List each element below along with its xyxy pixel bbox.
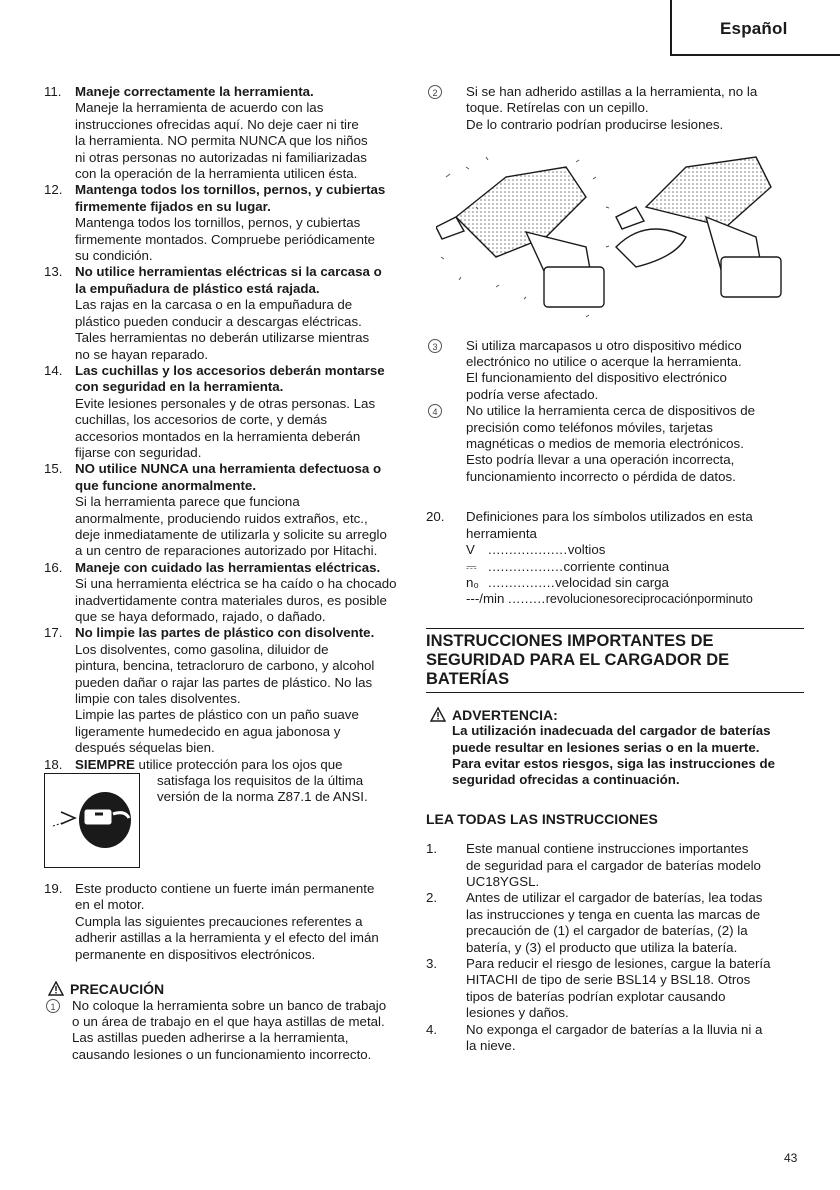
item-body-line: firmemente montados. Compruebe periódicamente [75, 231, 376, 247]
item-number: 13. [44, 264, 63, 280]
item-body-line: ligeramente humedecido en agua jabonosa y [75, 723, 341, 739]
safety-item-18 [44, 757, 412, 873]
item-title: Mantenga todos los tornillos, pernos, y cubiertas [75, 182, 386, 198]
precaucion-heading [44, 981, 412, 997]
item-body-line: Este manual contiene instrucciones importantes [466, 841, 749, 857]
item-body-line: Los disolventes, como gasolina, diluidor de [75, 641, 329, 657]
item-body-line: anormalmente, produciendo ruidos extraños, etc., [75, 510, 368, 526]
safety-item-19 [44, 881, 412, 963]
item-number: 11. [44, 84, 62, 99]
warning-body-line: La utilización inadecuada del cargador de baterías [452, 723, 771, 739]
safety-goggles-box [44, 773, 140, 868]
read-all-instructions: LEA TODAS LAS INSTRUCCIONES [426, 810, 658, 827]
safety-item [44, 560, 412, 626]
item-body-line: Antes de utilizar el cargador de baterías, lea todas [466, 890, 763, 906]
safety-item [44, 461, 412, 559]
item-title: firmemente fijados en su lugar. [75, 198, 271, 214]
safety-goggles-icon [45, 774, 138, 866]
first-line-text: utilice protección para los ojos que [134, 756, 343, 772]
item-body-line: instrucciones ofrecidas aquí. No deje caer ni tire [75, 116, 359, 132]
item-body-line: inadvertidamente contra materiales duros, es posible [75, 592, 387, 608]
item-body-line: limpie con tales disolventes. [75, 691, 241, 707]
goggles-wrap [44, 773, 412, 873]
item-body-line: Mantenga todos los tornillos, pernos, y cubiertas [75, 215, 361, 231]
precaucion-item-3 [426, 338, 804, 404]
item-body-line: Limpie las partes de plástico con un paño suave [75, 707, 359, 723]
item-title: Maneje con cuidado las herramientas eléctricas. [75, 559, 381, 575]
drill-chips-illustration [436, 147, 804, 319]
item-body-line: ni otras personas no autorizadas ni familiarizadas [75, 149, 367, 165]
language-tab [670, 0, 840, 56]
item-first-line [75, 757, 412, 773]
circled-number-3: 3 [428, 339, 442, 353]
item-body-line: permanente en dispositivos electrónicos. [75, 946, 316, 962]
item-body-line: UC18YGSL. [466, 873, 540, 889]
safety-item [44, 363, 412, 461]
item-body-line: o un área de trabajo en el que haya astillas de metal. [72, 1013, 385, 1029]
symbol: V [466, 542, 475, 558]
item-title: No utilice herramientas eléctricas si la carcasa o [75, 264, 382, 280]
item-body-line: electrónico no utilice o acerque la herramienta. [466, 354, 742, 370]
advertencia-body [426, 723, 804, 789]
charger-safety-section-title [426, 628, 804, 693]
item-number: 12. [44, 182, 63, 198]
item-body-line: Este producto contiene un fuerte imán permanente [75, 881, 375, 897]
symbol-description: voltios [567, 542, 606, 558]
symbol-row [466, 575, 804, 591]
warning-body-line: seguridad ofrecidas a continuación. [452, 772, 680, 788]
item-body-line: versión de la norma Z87.1 de ANSI. [157, 789, 368, 805]
item-body-line: No coloque la herramienta sobre un banco de trabajo [72, 997, 387, 1013]
item-body-line: la herramienta. NO permita NUNCA que los niños [75, 133, 368, 149]
leader-dots: .................. [488, 558, 564, 574]
circled-number-4: 4 [428, 404, 442, 418]
item-number: 16. [44, 559, 63, 575]
safety-item [44, 264, 412, 362]
circled-number-2: 2 [428, 85, 442, 99]
item-body-line: accesorios montados en la herramienta deberán [75, 428, 361, 444]
item-title: con seguridad en la herramienta. [75, 379, 284, 395]
item-body-line: en el motor. [75, 897, 145, 913]
item-body-line: Esto podría llevar a una operación incorrecta, [466, 452, 735, 468]
item-title: No limpie las partes de plástico con disolvente. [75, 625, 375, 641]
item-body-line: Cumpla las siguientes precauciones referentes a [75, 913, 363, 929]
item-body-line: las instrucciones y tenga en cuenta las marcas de [466, 906, 761, 922]
item-body-line: herramienta [466, 525, 537, 541]
item-body-line: Las astillas pueden adherirse a la herramienta, [72, 1030, 349, 1046]
item-body-line: Definiciones para los símbolos utilizados en esta [466, 509, 753, 525]
precaucion-title: PRECAUCIÓN [70, 981, 165, 998]
language-tab-label: Español [720, 19, 788, 38]
symbol-description: velocidad sin carga [555, 574, 669, 590]
item-body-line: funcionamiento incorrecto o pérdida de datos. [466, 468, 736, 484]
leader-dots: ......... [508, 591, 546, 607]
item-body-line: que se haya deformado, rajado, o dañado. [75, 609, 326, 624]
precaucion-item-1 [44, 998, 412, 1064]
item-body-line: Maneje la herramienta de acuerdo con las [75, 100, 324, 116]
item-body-line: magnéticas o medios de memoria electrónicos. [466, 436, 744, 452]
circled-number-1: 1 [46, 999, 60, 1013]
item-title: que funcione anormalmente. [75, 477, 257, 493]
item-body-line: precisión como teléfonos móviles, tarjetas [466, 419, 713, 435]
advertencia-heading [426, 707, 804, 723]
item-number: 14. [44, 362, 63, 378]
item-body-line: con la operación de la herramienta utilicen ésta. [75, 166, 358, 182]
symbol-description: corriente continua [563, 558, 670, 574]
symbol-row [466, 542, 804, 558]
item-body-line: cuchillas, los accesorios de corte, y demás [75, 412, 328, 428]
charger-item [426, 841, 804, 890]
warning-triangle-icon [430, 707, 446, 722]
item-number: 4. [426, 1021, 438, 1037]
item-body-line: Si la herramienta parece que funciona [75, 494, 300, 510]
item-body-line: Si se han adherido astillas a la herramienta, no la [466, 84, 758, 99]
item-body-line: El funcionamiento del dispositivo electrónico [466, 370, 727, 386]
safety-item [44, 182, 412, 264]
item-body-line: tipos de baterías podrían explotar causando [466, 988, 726, 1004]
warning-triangle-icon [48, 981, 64, 996]
right-column [426, 84, 804, 1054]
item-body-line: la nieve. [466, 1038, 516, 1054]
section-title-line: SEGURIDAD PARA EL CARGADOR DE [426, 650, 730, 669]
symbol-row [466, 559, 804, 575]
charger-item [426, 1022, 804, 1055]
left-column [44, 84, 412, 1063]
item-body-line: toque. Retírelas con un cepillo. [466, 100, 649, 116]
item-number: 3. [426, 956, 438, 971]
item-body-line: adherir astillas a la herramienta y el efecto del imán [75, 930, 379, 946]
item-body-line: deje inmediatamente de utilizarla y solicite su arreglo [75, 526, 387, 542]
item-number: 18. [44, 756, 63, 772]
siempre-label: SIEMPRE [75, 756, 135, 772]
precaucion-item-4 [426, 403, 804, 485]
item-title: Las cuchillas y los accesorios deberán montarse [75, 362, 385, 378]
item-body-line: su condición. [75, 248, 153, 264]
warning-body-line: Para evitar estos riesgos, siga las instrucciones de [452, 755, 775, 771]
item-body-line: podría verse afectado. [466, 386, 599, 402]
item-body-line: causando lesiones o un funcionamiento incorrecto. [72, 1046, 372, 1062]
item-body-line: HITACHI de tipo de serie BSL14 y BSL18. Otros [466, 972, 751, 988]
section-title-line: INSTRUCCIONES IMPORTANTES DE [426, 631, 714, 650]
leader-dots: ................... [488, 542, 568, 558]
item-body-line: De lo contrario podrían producirse lesiones. [466, 116, 724, 132]
item-body-line: No utilice la herramienta cerca de dispositivos de [466, 403, 755, 419]
symbol: ⎓ [466, 558, 477, 574]
item-body-line: después séquelas bien. [75, 740, 215, 756]
item-body-line: pintura, bencina, tetracloruro de carbono, y alcohol [75, 658, 375, 674]
leader-dots: ................ [488, 574, 556, 590]
symbol-definitions [426, 509, 804, 607]
item-body-line: Evite lesiones personales y de otras personas. Las [75, 395, 376, 411]
symbol-row [466, 591, 804, 607]
safety-item [44, 84, 412, 182]
item-number: 19. [44, 881, 63, 897]
warning-body-line: puede resultar en lesiones serias o en la muerte. [452, 739, 760, 755]
section-title-line: BATERÍAS [426, 669, 510, 688]
chip-removal-illustration [436, 147, 804, 323]
item-number: 2. [426, 890, 438, 906]
item-body-line: plástico pueden conducir a descargas eléctricas. [75, 313, 362, 329]
item-body-line: Las rajas en la carcasa o en la empuñadura de [75, 297, 353, 313]
symbol: n₀ [466, 574, 479, 590]
symbol: ---/min [466, 591, 505, 607]
item-body-line: satisfaga los requisitos de la última [157, 773, 364, 789]
item-body-line: precaución de (1) el cargador de baterías, (2) la [466, 923, 748, 939]
item-body-line: fijarse con seguridad. [75, 444, 202, 460]
charger-item [426, 890, 804, 956]
item-number: 1. [426, 841, 438, 857]
item-body-line: No exponga el cargador de baterías a la lluvia ni a [466, 1021, 763, 1037]
item-number: 15. [44, 461, 63, 477]
item-number: 20. [426, 509, 445, 525]
item-body-line: Tales herramientas no deberán utilizarse mientras [75, 330, 370, 346]
charger-item [426, 956, 804, 1022]
precaucion-item-2 [426, 84, 804, 133]
item-body-line: Si utiliza marcapasos u otro dispositivo médico [466, 337, 742, 353]
page-number: 43 [784, 1151, 798, 1165]
item-body-line: a un centro de reparaciones autorizado por Hitachi. [75, 543, 378, 559]
item-body-line: batería, y (3) el producto que utiliza la batería. [466, 939, 738, 955]
item-body-line: pueden dañar o rajar las partes de plástico. No las [75, 674, 373, 690]
symbol-description: revolucionesoreciprocaciónporminuto [545, 592, 753, 607]
item-number: 17. [44, 625, 63, 641]
item-body-line: Para reducir el riesgo de lesiones, cargue la batería [466, 956, 771, 971]
item18-text [157, 773, 368, 806]
item-body-line: Si una herramienta eléctrica se ha caído o ha chocado [75, 576, 397, 592]
item-title: Maneje correctamente la herramienta. [75, 84, 314, 99]
advertencia-title: ADVERTENCIA: [452, 706, 558, 723]
item-title: NO utilice NUNCA una herramienta defectuosa o [75, 461, 382, 477]
item-body-line: de seguridad para el cargador de baterías modelo [466, 857, 761, 873]
item-body-line: no se hayan reparado. [75, 346, 209, 362]
safety-item [44, 625, 412, 756]
item-body-line: lesiones y daños. [466, 1005, 569, 1021]
item-title: la empuñadura de plástico está rajada. [75, 280, 320, 296]
